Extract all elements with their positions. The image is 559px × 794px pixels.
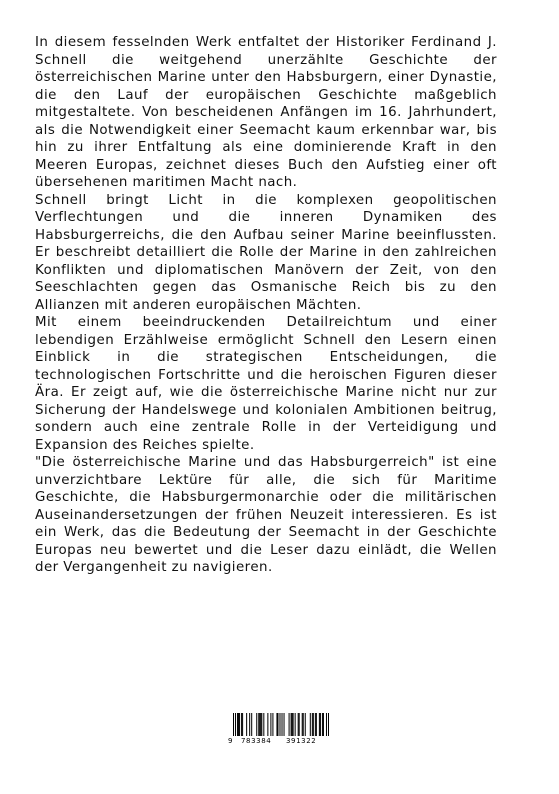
barcode-bar <box>305 713 306 736</box>
barcode-bar <box>263 713 264 736</box>
barcode-bar <box>242 713 243 736</box>
barcode-bar <box>291 713 292 736</box>
barcode-bar <box>272 713 273 736</box>
barcode-bar <box>261 713 262 736</box>
barcode-bar <box>238 713 239 736</box>
barcode-bar <box>298 713 299 736</box>
barcode-bars <box>233 713 329 736</box>
barcode-bar <box>239 713 240 736</box>
barcode-bar <box>299 713 300 736</box>
barcode-bar <box>293 713 294 736</box>
barcode-bar <box>256 713 257 736</box>
barcode-bar <box>237 713 238 736</box>
barcode-left-digits: 783384 <box>241 737 272 745</box>
barcode-bar <box>328 713 329 736</box>
barcode-bar <box>316 713 317 736</box>
barcode-bar <box>292 713 293 736</box>
barcode-bar <box>289 713 290 736</box>
barcode-bar <box>322 713 323 736</box>
back-cover-text <box>35 34 497 577</box>
barcode-bar <box>313 713 314 736</box>
barcode-bar <box>277 713 278 736</box>
barcode-bar <box>267 713 268 736</box>
barcode-bar <box>249 713 250 736</box>
barcode-bar <box>312 713 313 736</box>
barcode-bar <box>319 713 320 736</box>
barcode-bar <box>235 713 236 736</box>
isbn-barcode <box>228 713 330 746</box>
barcode-bar <box>320 713 321 736</box>
barcode-bar <box>295 713 296 736</box>
barcode-bar <box>310 713 311 736</box>
barcode-bar <box>276 713 277 736</box>
barcode-numbers <box>228 736 330 746</box>
barcode-bar <box>260 713 261 736</box>
barcode-bar <box>326 713 327 736</box>
barcode-first-digit: 9 <box>228 737 233 745</box>
barcode-bar <box>259 713 260 736</box>
paragraph-recommendation: "Die österreichische Marine und das Habsburgerreich" ist eine unverzichtbare Lektüre für alle, die sich für Maritime Geschichte, die Habsburgermonarchie oder die militärischen Auseinandersetzungen der frühen Neuzeit interessieren. Es ist ein Werk, das die Bedeutung der Seemacht in der Geschichte Europas neu bewertet und die Leser dazu einlädt, die Wellen der Vergangenheit zu navigieren. <box>35 455 497 575</box>
barcode-bar <box>251 713 252 736</box>
barcode-bar <box>282 713 283 736</box>
barcode-bar <box>241 713 242 736</box>
barcode-right-digits: 391322 <box>286 737 317 745</box>
paragraph-geopolitics: Schnell bringt Licht in die komplexen geopolitischen Verflechtungen und die inneren Dynamiken des Habsburgerreichs, die den Aufbau seiner Marine beeinflussten. Er beschreibt detailliert die Rolle der Marine in den zahlreichen Konflikten und diplomatischen Manövern der Zeit, von den Seeschlachten gegen das Osmanische Reich bis zu den Allianzen mit anderen europäischen Mächten. <box>35 192 497 313</box>
barcode-bar <box>246 713 247 736</box>
barcode-bar <box>302 713 303 736</box>
paragraph-details: Mit einem beeindruckenden Detailreichtum und einer lebendigen Erzählweise ermöglicht Schnell den Lesern einen Einblick in die strategischen Entscheidungen, die technologischen Fortschritte und die heroischen Figuren dieser Ära. Er zeigt auf, wie die österreichische Marine nicht nur zur Sicherung der Handelswege und kolonialen Ambitionen beitrug, sondern auch eine zentrale Rolle in der Verteidigung und Expansion des Reiches spielte. <box>35 315 497 453</box>
barcode-bar <box>315 713 316 736</box>
barcode-bar <box>270 713 271 736</box>
barcode-bar <box>279 713 280 736</box>
barcode-bar <box>303 713 304 736</box>
barcode-bar <box>323 713 324 736</box>
barcode-bar <box>258 713 259 736</box>
paragraph-intro: In diesem fesselnden Werk entfaltet der Historiker Ferdinand J. Schnell die weitgehend unerzählte Geschichte der österreichischen Marine unter den Habsburgern, einer Dynastie, die den Lauf der europäischen Geschichte maßgeblich mitgestaltete. Von bescheidenen Anfängen im 16. Jahrhundert, als die Notwendigkeit einer Seemacht kaum erkennbar war, bis hin zu ihrer Entfaltung als eine dominierende Kraft in den Meeren Europas, zeichnet dieses Buch den Aufstieg einer oft übersehenen maritimen Macht nach. <box>35 35 497 190</box>
barcode-bar <box>284 713 285 736</box>
barcode-bar <box>233 713 234 736</box>
